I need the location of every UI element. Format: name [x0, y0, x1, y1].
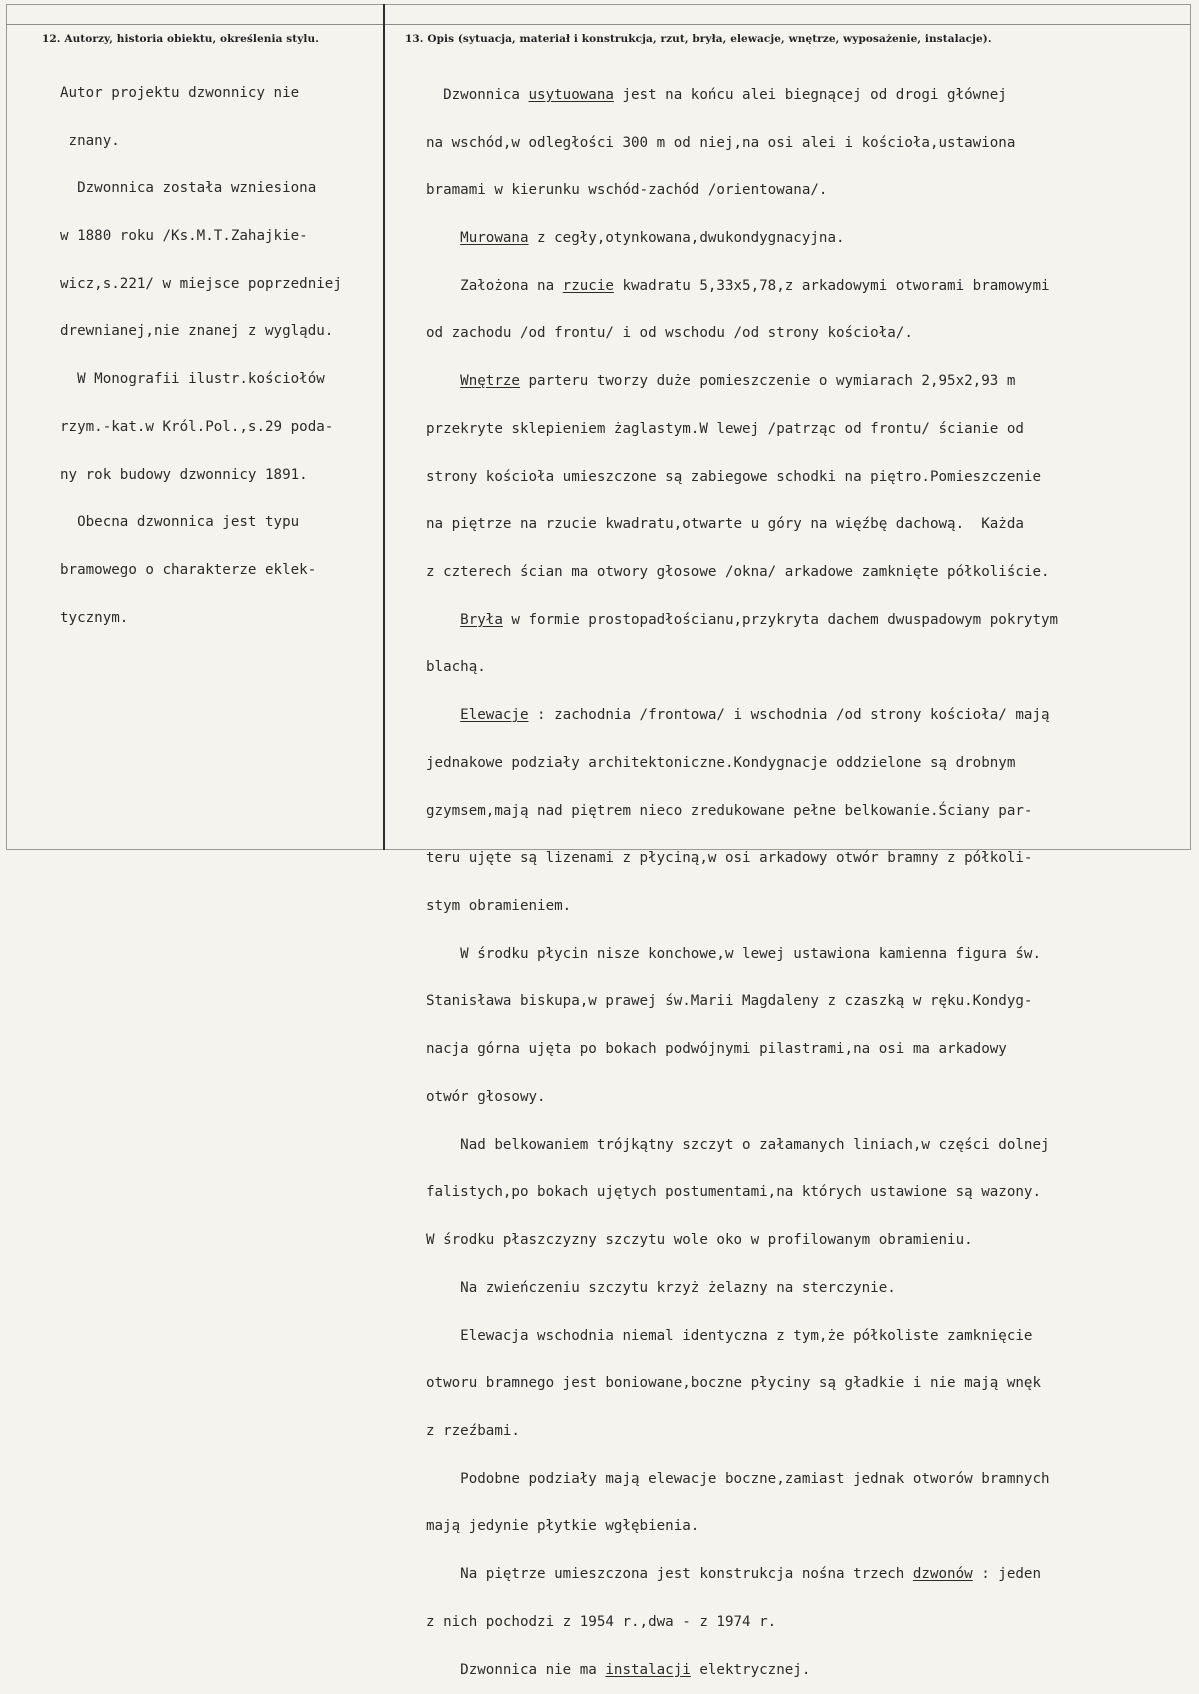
text-line: W środku płycin nisze konchowe,w lewej ustawiona kamienna figura św. [460, 945, 1042, 962]
text-line: przekryte sklepieniem żaglastym.W lewej /patrząc od frontu/ ścianie od [426, 420, 1024, 437]
text-line: bramowego o charakterze eklek- [60, 562, 317, 578]
text-line: z czterech ścian ma otwory głosowe /okna/ arkadowe zamknięte półkoliście. [426, 564, 1050, 580]
text-line: na piętrze na rzucie kwadratu,otwarte u góry na więźbę dachową. Każda [426, 516, 1024, 533]
underlined-term: rzucie [562, 277, 614, 294]
text-line: blachą. [426, 659, 486, 676]
underlined-term: dzwonów [912, 1566, 973, 1583]
underlined-term: Murowana [460, 229, 529, 246]
text-line: strony kościoła umieszczone są zabiegowe schodki na piętro.Pomieszczenie [426, 468, 1041, 485]
underlined-term: Elewacje [460, 707, 529, 724]
underlined-term: instalacji [605, 1661, 691, 1678]
text-line: Założona na rzucie kwadratu 5,33x5,78,z arkadowymi otworami bramowymi [460, 277, 1050, 294]
text-line: Stanisława biskupa,w prawej św.Marii Magdaleny z czaszką w ręku.Kondyg- [426, 993, 1033, 1010]
section-13-header: 13. Opis (sytuacja, materiał i konstrukcja, rzut, bryła, elewacje, wnętrze, wyposażenie, instalacje). [405, 33, 992, 45]
text-line: od zachodu /od frontu/ i od wschodu /od strony kościoła/. [426, 325, 913, 342]
text-line: Elewacje : zachodnia /frontowa/ i wschodnia /od strony kościoła/ mają [460, 707, 1050, 724]
text-line: otworu bramnego jest boniowane,boczne płyciny są gładkie i nie mają wnęk [426, 1375, 1041, 1392]
text-line: Na zwieńczeniu szczytu krzyż żelazny na sterczynie. [460, 1279, 896, 1296]
text-line: z nich pochodzi z 1954 r.,dwa - z 1974 r. [426, 1613, 777, 1630]
text-line: drewnianej,nie znanej z wyglądu. [60, 323, 334, 340]
text-line: w 1880 roku /Ks.M.T.Zahajkie- [60, 227, 308, 244]
description-text [426, 56, 1058, 1694]
underlined-term: Bryła [460, 611, 503, 628]
text-line: falistych,po bokach ujętych postumentami,na których ustawione są wazony. [426, 1184, 1041, 1201]
text-line: na wschód,w odległości 300 m od niej,na osi alei i kościoła,ustawiona [426, 134, 1016, 151]
section-12-header: 12. Autorzy, historia obiektu, określenia stylu. [42, 33, 320, 45]
text-line: Autor projektu dzwonnicy nie [60, 84, 300, 101]
text-line: Dzwonnica została wzniesiona [60, 180, 317, 197]
text-line: znany. [60, 132, 120, 149]
text-line: W Monografii ilustr.kościołów [60, 371, 325, 388]
underlined-term: usytuowana [528, 86, 614, 103]
text-line: Obecna dzwonnica jest typu [60, 514, 300, 531]
text-line: Dzwonnica usytuowana jest na końcu alei biegnącej od drogi głównej [443, 86, 1007, 103]
text-line: Murowana z cegły,otynkowana,dwukondygnacyjna. [460, 229, 845, 246]
text-line: gzymsem,mają nad piętrem nieco zredukowane pełne belkowanie.Ściany par- [426, 802, 1033, 819]
text-line: otwór głosowy. [426, 1088, 546, 1105]
text-line: stym obramieniem. [426, 898, 572, 915]
text-line: Elewacja wschodnia niemal identyczna z tym,że półkoliste zamknięcie [460, 1327, 1033, 1344]
text-line: Na piętrze umieszczona jest konstrukcja nośna trzech dzwonów : jeden [460, 1566, 1042, 1583]
column-divider [383, 4, 385, 850]
text-line: wicz,s.221/ w miejsce poprzedniej [60, 275, 342, 292]
text-line: Bryła w formie prostopadłościanu,przykryta dachem dwuspadowym pokrytym [460, 611, 1059, 628]
text-line: Dzwonnica nie ma instalacji elektrycznej. [460, 1661, 811, 1678]
text-line: z rzeźbami. [426, 1422, 520, 1439]
underlined-term: Wnętrze [460, 373, 520, 390]
text-line: jednakowe podziały architektoniczne.Kondygnacje oddzielone są drobnym [426, 754, 1016, 771]
text-line: tycznym. [60, 609, 129, 626]
text-line: Podobne podziały mają elewacje boczne,zamiast jednak otworów bramnych [460, 1470, 1050, 1487]
text-line: teru ujęte są lizenami z płyciną,w osi arkadowy otwór bramny z półkoli- [426, 850, 1033, 867]
authors-history-text [60, 54, 342, 643]
header-rule [6, 24, 1191, 25]
text-line: Nad belkowaniem trójkątny szczyt o załamanych liniach,w części dolnej [460, 1136, 1050, 1153]
text-line: nacja górna ujęta po bokach podwójnymi pilastrami,na osi ma arkadowy [426, 1041, 1007, 1058]
text-line: mają jedynie płytkie wgłębienia. [426, 1518, 700, 1535]
text-line: rzym.-kat.w Król.Pol.,s.29 poda- [60, 418, 334, 435]
text-line: ny rok budowy dzwonnicy 1891. [60, 466, 308, 483]
text-line: bramami w kierunku wschód-zachód /orientowana/. [426, 182, 828, 199]
text-line: W środku płaszczyzny szczytu wole oko w profilowanym obramieniu. [426, 1232, 973, 1249]
text-line: Wnętrze parteru tworzy duże pomieszczenie o wymiarach 2,95x2,93 m [460, 373, 1016, 390]
